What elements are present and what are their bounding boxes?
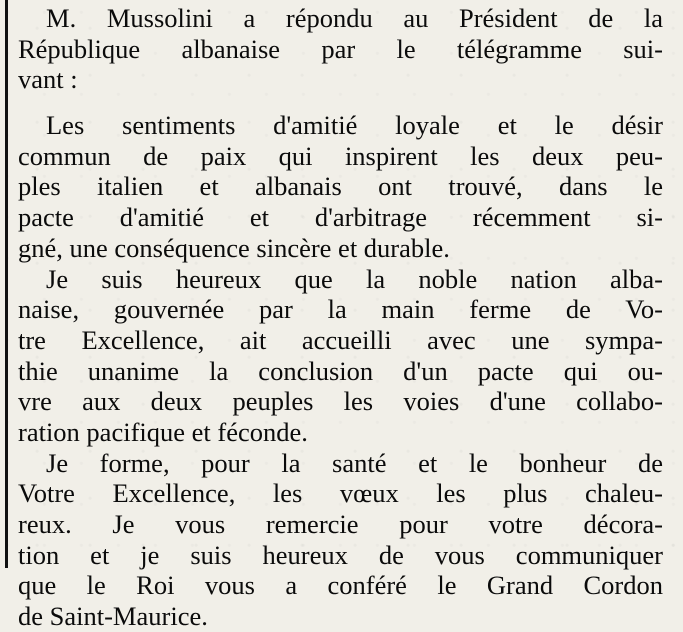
article-column: [18, 3, 663, 632]
text-line: que le Roi vous a conféré le Grand Cordon: [18, 570, 663, 601]
text-line: ples italien et albanais ont trouvé, dans le: [18, 171, 663, 202]
intro-paragraph: [18, 3, 663, 95]
text-line: Je suis heureux que la noble nation alba-: [46, 263, 663, 294]
text-line: Les sentiments d'amitié loyale et le désir: [46, 110, 663, 141]
text-line: tion et je suis heureux de vous communiquer: [18, 539, 663, 570]
text-line: Je forme, pour la santé et le bonheur de: [46, 447, 663, 478]
text-line: commun de paix qui inspirent les deux peu-: [18, 140, 663, 171]
text-line: pacte d'amitié et d'arbitrage récemment si-: [18, 202, 663, 233]
telegram-paragraph-1: [18, 110, 663, 263]
telegram-paragraph-2: [18, 264, 663, 448]
text-line: de Saint-Maurice.: [18, 601, 208, 632]
text-line: naise, gouvernée par la main ferme de Vo-: [18, 294, 663, 325]
text-line: vre aux deux peuples les voies d'une collabo-: [18, 386, 663, 417]
text-line: ration pacifique et féconde.: [18, 416, 308, 447]
paragraph-gap: [18, 95, 663, 110]
column-rule: [5, 0, 8, 568]
text-line: Votre Excellence, les vœux les plus chaleu-: [18, 478, 663, 509]
text-line: vant :: [18, 64, 78, 95]
text-line: tre Excellence, ait accueilli avec une sympa-: [18, 324, 663, 355]
text-line: M. Mussolini a répondu au Président de la: [46, 3, 663, 33]
text-line: gné, une conséquence sincère et durable.: [18, 232, 450, 263]
telegram-paragraph-3: [18, 448, 663, 632]
text-line: République albanaise par le télégramme sui-: [18, 33, 663, 64]
text-line: thie unanime la conclusion d'un pacte qui ou-: [18, 355, 663, 386]
text-line: reux. Je vous remercie pour votre décora-: [18, 509, 663, 539]
